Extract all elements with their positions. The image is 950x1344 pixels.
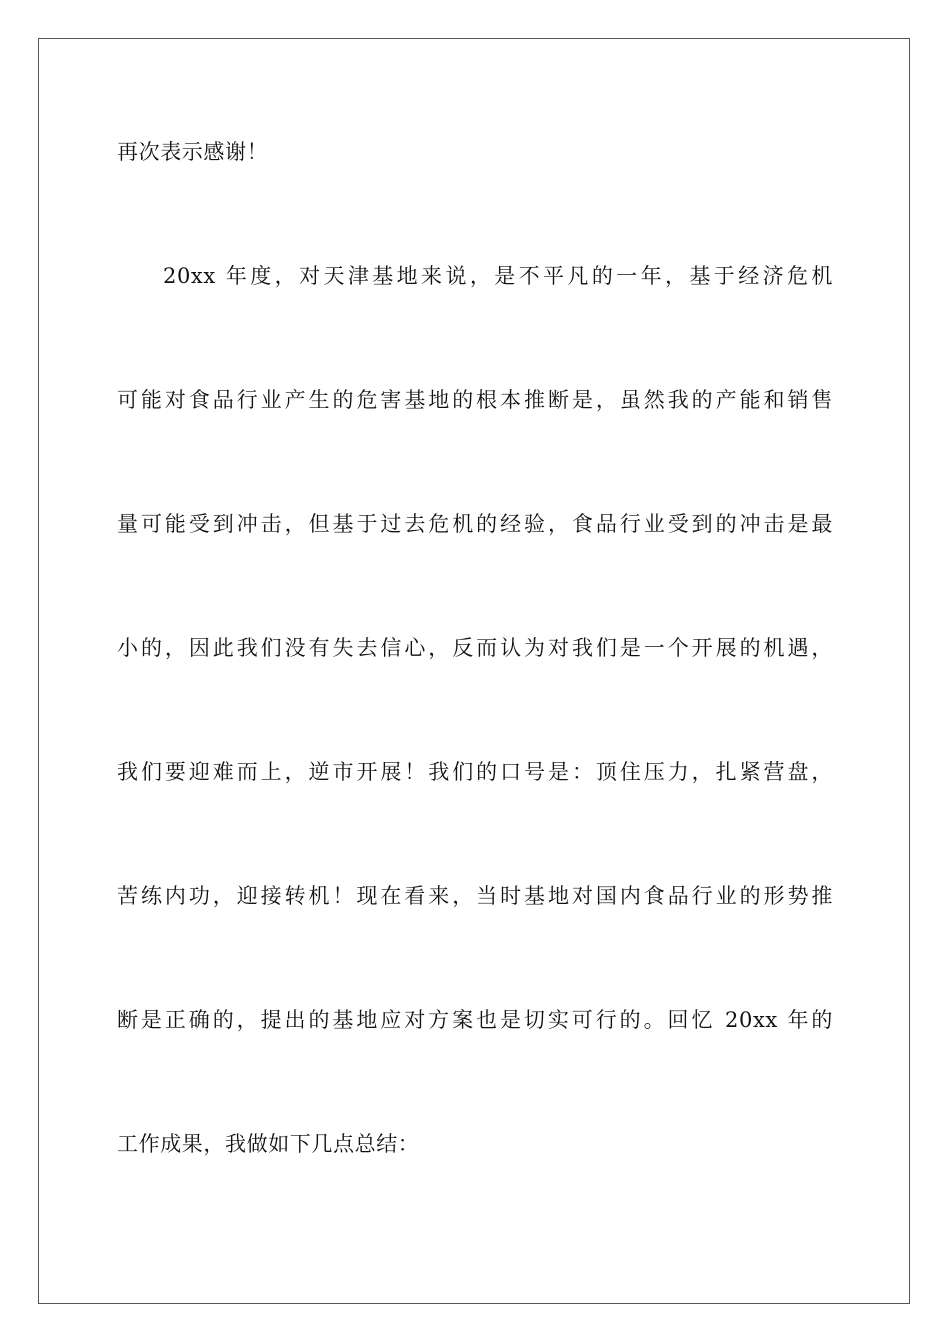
paragraph-line-3: 量可能受到冲击，但基于过去危机的经验，食品行业受到的冲击是最 <box>117 512 833 536</box>
page-border <box>38 38 910 1304</box>
paragraph-line-6: 苦练内功，迎接转机！现在看来，当时基地对国内食品行业的形势推 <box>117 884 833 908</box>
paragraph-line-8: 工作成果，我做如下几点总结： <box>117 1132 420 1156</box>
paragraph-line-2: 可能对食品行业产生的危害基地的根本推断是，虽然我的产能和销售 <box>117 388 833 412</box>
paragraph-line-4: 小的，因此我们没有失去信心，反而认为对我们是一个开展的机遇， <box>117 636 833 660</box>
paragraph-line-7: 断是正确的，提出的基地应对方案也是切实可行的。回忆 20xx 年的 <box>117 1008 833 1032</box>
paragraph-line-1: 20xx 年度，对天津基地来说，是不平凡的一年，基于经济危机 <box>163 264 833 288</box>
opening-line: 再次表示感谢！ <box>117 140 269 164</box>
paragraph-line-5: 我们要迎难而上，逆市开展！我们的口号是：顶住压力，扎紧营盘， <box>117 760 833 784</box>
